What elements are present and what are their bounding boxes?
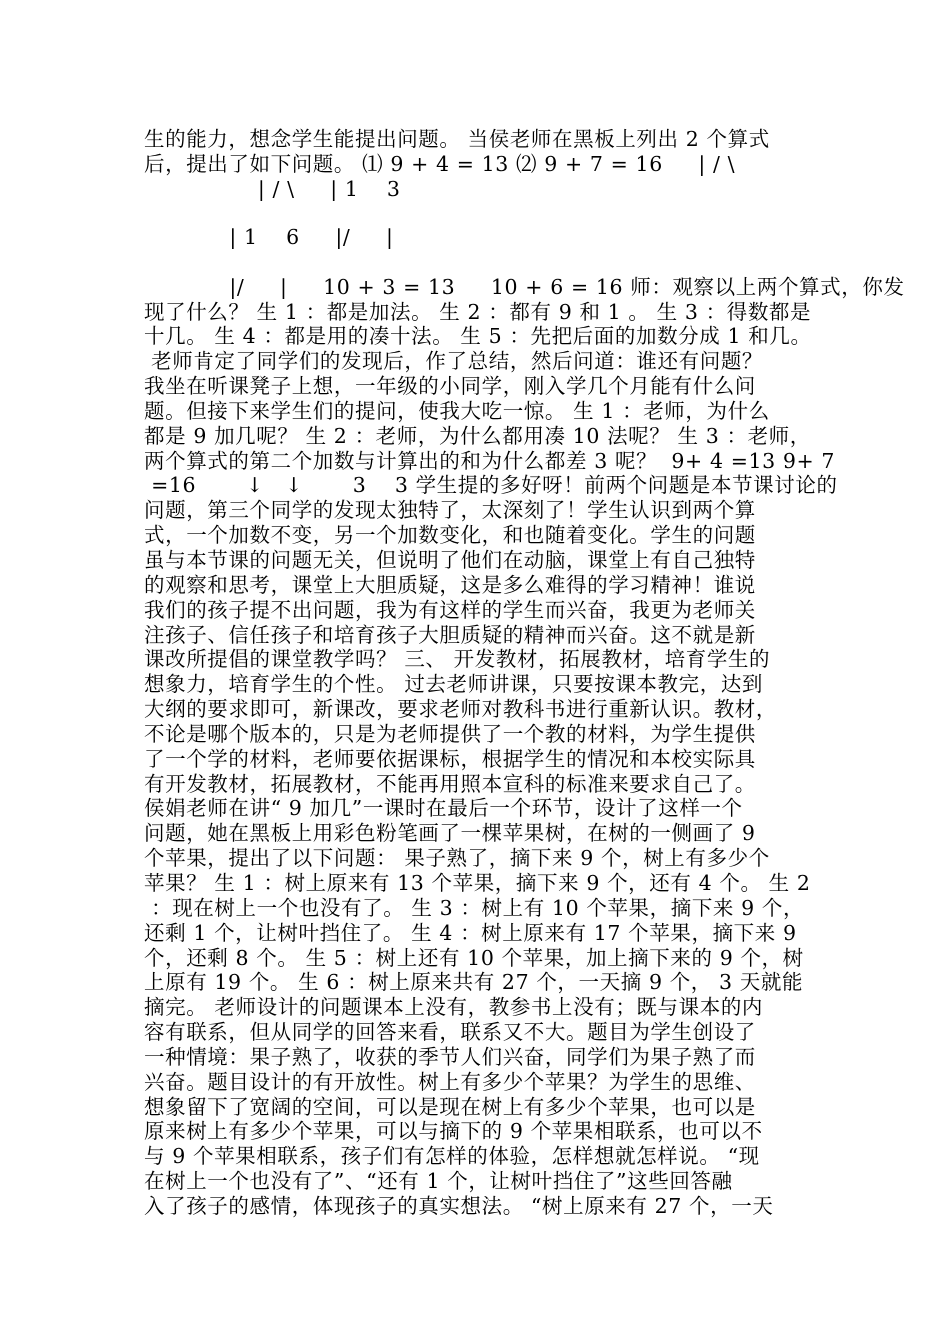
text-line: 大纲的要求即可，新课改，要求老师对教科书进行重新认识。教材， [144,697,777,721]
text-line: 原来树上有多少个苹果，可以与摘下的 9 个苹果相联系，也可以不 [144,1119,763,1143]
text-line: 两个算式的第二个加数与计算出的和为什么都差 3 呢？ 9+ 4 =13 9+ 7 [144,449,836,473]
text-line: 侯娟老师在讲“ 9 加几”一课时在最后一个环节，设计了这样一个 [144,796,743,820]
text-line: 还剩 1 个，让树叶挡住了。 生 4 ：树上原来有 17 个苹果，摘下来 9 [144,921,797,945]
text-line: 有开发教材，拓展教材，不能再用照本宣科的标准来要求自己了。 [144,772,756,796]
text-line: 兴奋。题目设计的有开放性。树上有多少个苹果？为学生的思维、 [144,1070,756,1094]
text-line: 问题，第三个同学的发现太独特了，太深刻了！学生认识到两个算 [144,498,756,522]
text-line: 想象留下了宽阔的空间，可以是现在树上有多少个苹果，也可以是 [144,1095,756,1119]
text-line: 了一个学的材料，老师要依据课标，根据学生的情况和本校实际具 [144,747,756,771]
text-line: 与 9 个苹果相联系，孩子们有怎样的体验，怎样想就怎样说。 “现 [144,1144,760,1168]
text-line: 十几。 生 4 ：都是用的凑十法。 生 5 ：先把后面的加数分成 1 和几。 [144,324,812,348]
text-line: 在树上一个也没有了”、“还有 1 个，让树叶挡住了”这些回答融 [144,1169,733,1193]
text-line: 摘完。 老师设计的问题课本上没有，教参书上没有；既与课本的内 [144,995,764,1019]
text-line: 虽与本节课的问题无关，但说明了他们在动脑，课堂上有自己独特 [144,548,756,572]
text-line: | / \ | 1 3 [144,177,401,201]
text-line: 不论是哪个版本的，只是为老师提供了一个教的材料，为学生提供 [144,722,756,746]
text-line: | 1 6 |/ | [144,225,394,249]
text-line: 现了什么？ 生 1 ：都是加法。 生 2 ：都有 9 和 1 。 生 3 ：得数都是 [144,300,812,324]
text-line: 苹果？ 生 1 ：树上原来有 13 个苹果，摘下来 9 个，还有 4 个。 生 2 [144,871,811,895]
text-line: 我坐在听课凳子上想，一年级的小同学，刚入学几个月能有什么问 [144,374,756,398]
text-line: 容有联系，但从同学的回答来看，联系又不大。题目为学生创设了 [144,1020,756,1044]
text-line: 想象力，培育学生的个性。 过去老师讲课，只要按课本教完，达到 [144,672,764,696]
text-line: |/ | 10 + 3 = 13 10 + 6 = 16 师：观察以上两个算式，你发 [144,275,905,299]
text-line: 上原有 19 个。 生 6 ：树上原来共有 27 个，一天摘 9 个， 3 天就能 [144,970,804,994]
text-line: =16 ↓ ↓ 3 3 学生提的多好呀！前两个问题是本节课讨论的 [144,473,838,497]
text-line: 题。但接下来学生们的提问，使我大吃一惊。 生 1 ：老师，为什么 [144,399,770,423]
text-line: 问题，她在黑板上用彩色粉笔画了一棵苹果树，在树的一侧画了 9 [144,821,756,845]
text-line: 注孩子、信任孩子和培育孩子大胆质疑的精神而兴奋。这不就是新 [144,623,756,647]
text-line: 我们的孩子提不出问题，我为有这样的学生而兴奋，我更为老师关 [144,598,756,622]
text-line: 都是 9 加几呢？ 生 2 ：老师，为什么都用凑 10 法呢？ 生 3 ：老师， [144,424,811,448]
text-line: 式，一个加数不变，另一个加数变化，和也随着变化。学生的问题 [144,523,756,547]
text-line: 生的能力，想念学生能提出问题。 当侯老师在黑板上列出 2 个算式 [144,127,770,151]
text-line: 老师肯定了同学们的发现后，作了总结，然后问道：谁还有问题？ [144,349,764,373]
text-line: 个，还剩 8 个。 生 5 ：树上还有 10 个苹果，加上摘下来的 9 个，树 [144,946,804,970]
text-line: 的观察和思考，课堂上大胆质疑，这是多么难得的学习精神！谁说 [144,573,756,597]
text-line: 后，提出了如下问题。 ⑴ 9 + 4 = 13 ⑵ 9 + 7 = 16 | / \ [144,152,736,176]
text-line: 入了孩子的感情，体现孩子的真实想法。 “树上原来有 27 个，一天 [144,1194,774,1218]
text-line: ：现在树上一个也没有了。 生 3 ：树上有 10 个苹果，摘下来 9 个， [144,896,805,920]
text-line: 一种情境：果子熟了，收获的季节人们兴奋，同学们为果子熟了而 [144,1045,756,1069]
text-line: 课改所提倡的课堂教学吗？ 三、 开发教材，拓展教材，培育学生的 [144,647,771,671]
text-line: 个苹果，提出了以下问题： 果子熟了，摘下来 9 个，树上有多少个 [144,846,770,870]
